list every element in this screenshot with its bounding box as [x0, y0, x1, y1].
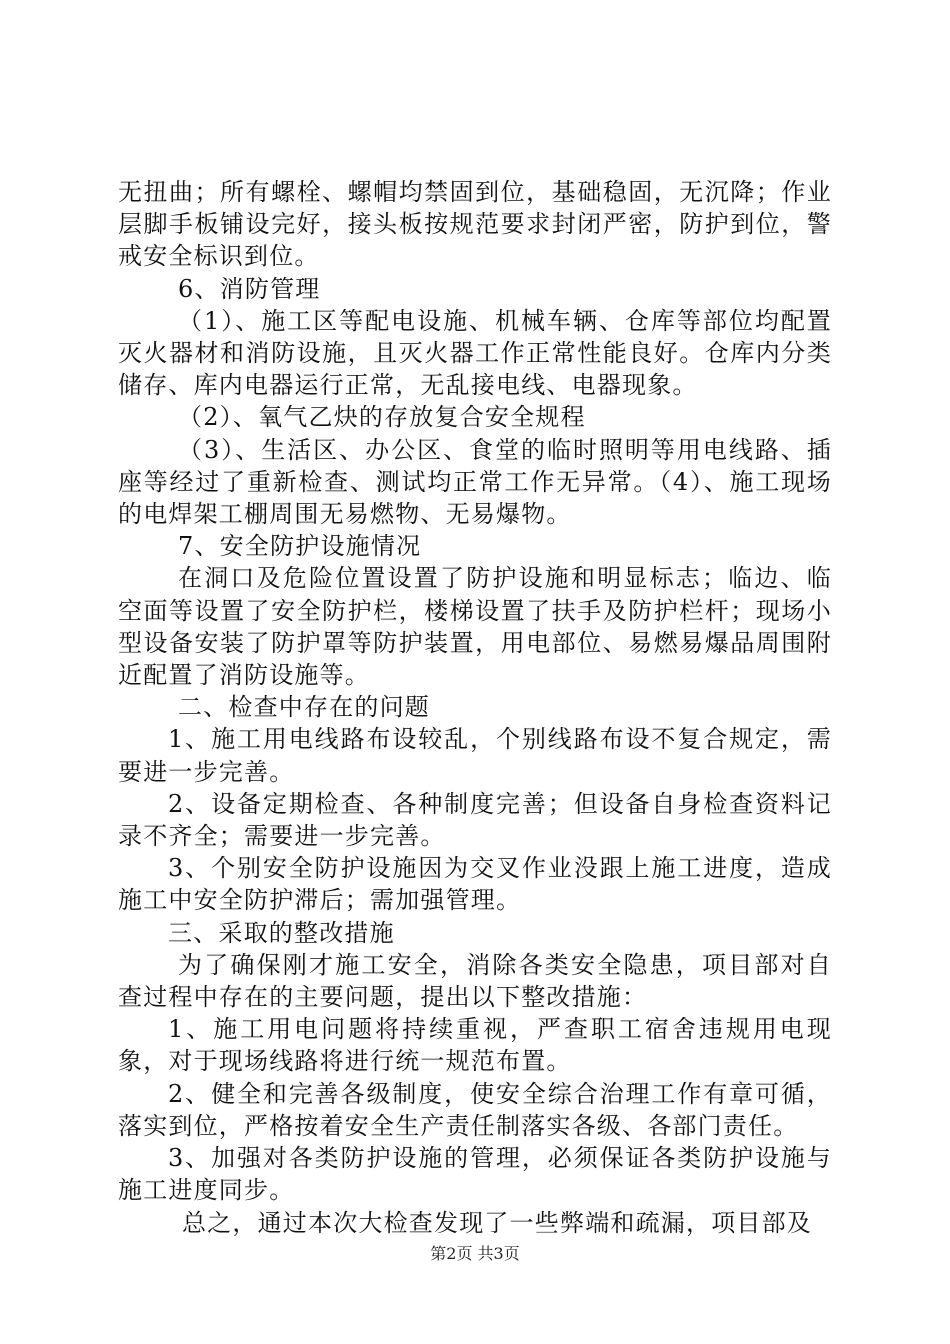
paragraph-conclusion: 总之，通过本次大检查发现了一些弊端和疏漏，项目部及 [182, 1208, 812, 1237]
heading-corrective-measures: 三、采取的整改措施 [168, 918, 395, 947]
heading-fire-management: 6、消防管理 [178, 274, 321, 303]
paragraph-problem-1: 1、施工用电线路布设较乱，个别线路布设不复合规定，需要进一步完善。 [118, 725, 832, 786]
paragraph-safety-facilities: 在洞口及危险位置设置了防护设施和明显标志；临边、临空面等设置了安全防护栏，楼梯设置了扶手及防护栏杆；现场小型设备安装了防护罩等防护装置，用电部位、易燃易爆品周围附近配置了消防设施等。 [118, 564, 832, 690]
paragraph-fire-item-1: （1）、施工区等配电设施、机械车辆、仓库等部位均配置灭火器材和消防设施，且灭火器工作正常性能良好。仓库内分类储存、库内电器运行正常，无乱接电线、电器现象。 [118, 306, 832, 400]
page-number-footer: 第2页 共3页 [430, 1244, 520, 1263]
heading-problems-found: 二、检查中存在的问题 [178, 693, 430, 722]
paragraph-measure-3: 3、加强对各类防护设施的管理，必须保证各类防护设施与施工进度同步。 [118, 1144, 832, 1205]
paragraph-fire-item-3-4: （3）、生活区、办公区、食堂的临时照明等用电线路、插座等经过了重新检查、测试均正常工作无异常。（4）、施工现场的电焊架工棚周围无易燃物、无易爆物。 [118, 435, 832, 529]
paragraph-measure-1: 1、施工用电问题将持续重视，严查职工宿舍违规用电现象，对于现场线路将进行统一规范布置。 [118, 1015, 832, 1076]
paragraph-fire-item-2: （2）、氧气乙炔的存放复合安全规程 [178, 403, 586, 432]
heading-safety-facilities: 7、安全防护设施情况 [178, 532, 422, 561]
paragraph-scaffold-inspection-continued: 无扭曲；所有螺栓、螺帽均禁固到位，基础稳固，无沉降；作业层脚手板铺设完好，接头板按规范要求封闭严密，防护到位，警戒安全标识到位。 [118, 178, 832, 271]
paragraph-measure-2: 2、健全和完善各级制度，使安全综合治理工作有章可循，落实到位，严格按着安全生产责任制落实各级、各部门责任。 [118, 1079, 832, 1140]
paragraph-problem-3: 3、个别安全防护设施因为交叉作业没跟上施工进度，造成施工中安全防护滞后；需加强管理。 [118, 854, 832, 915]
paragraph-problem-2: 2、设备定期检查、各种制度完善；但设备自身检查资料记录不齐全；需要进一步完善。 [118, 789, 832, 851]
document-body [118, 176, 832, 1239]
paragraph-measures-intro: 为了确保刚才施工安全，消除各类安全隐患，项目部对自查过程中存在的主要问题，提出以下整改措施： [118, 950, 832, 1012]
